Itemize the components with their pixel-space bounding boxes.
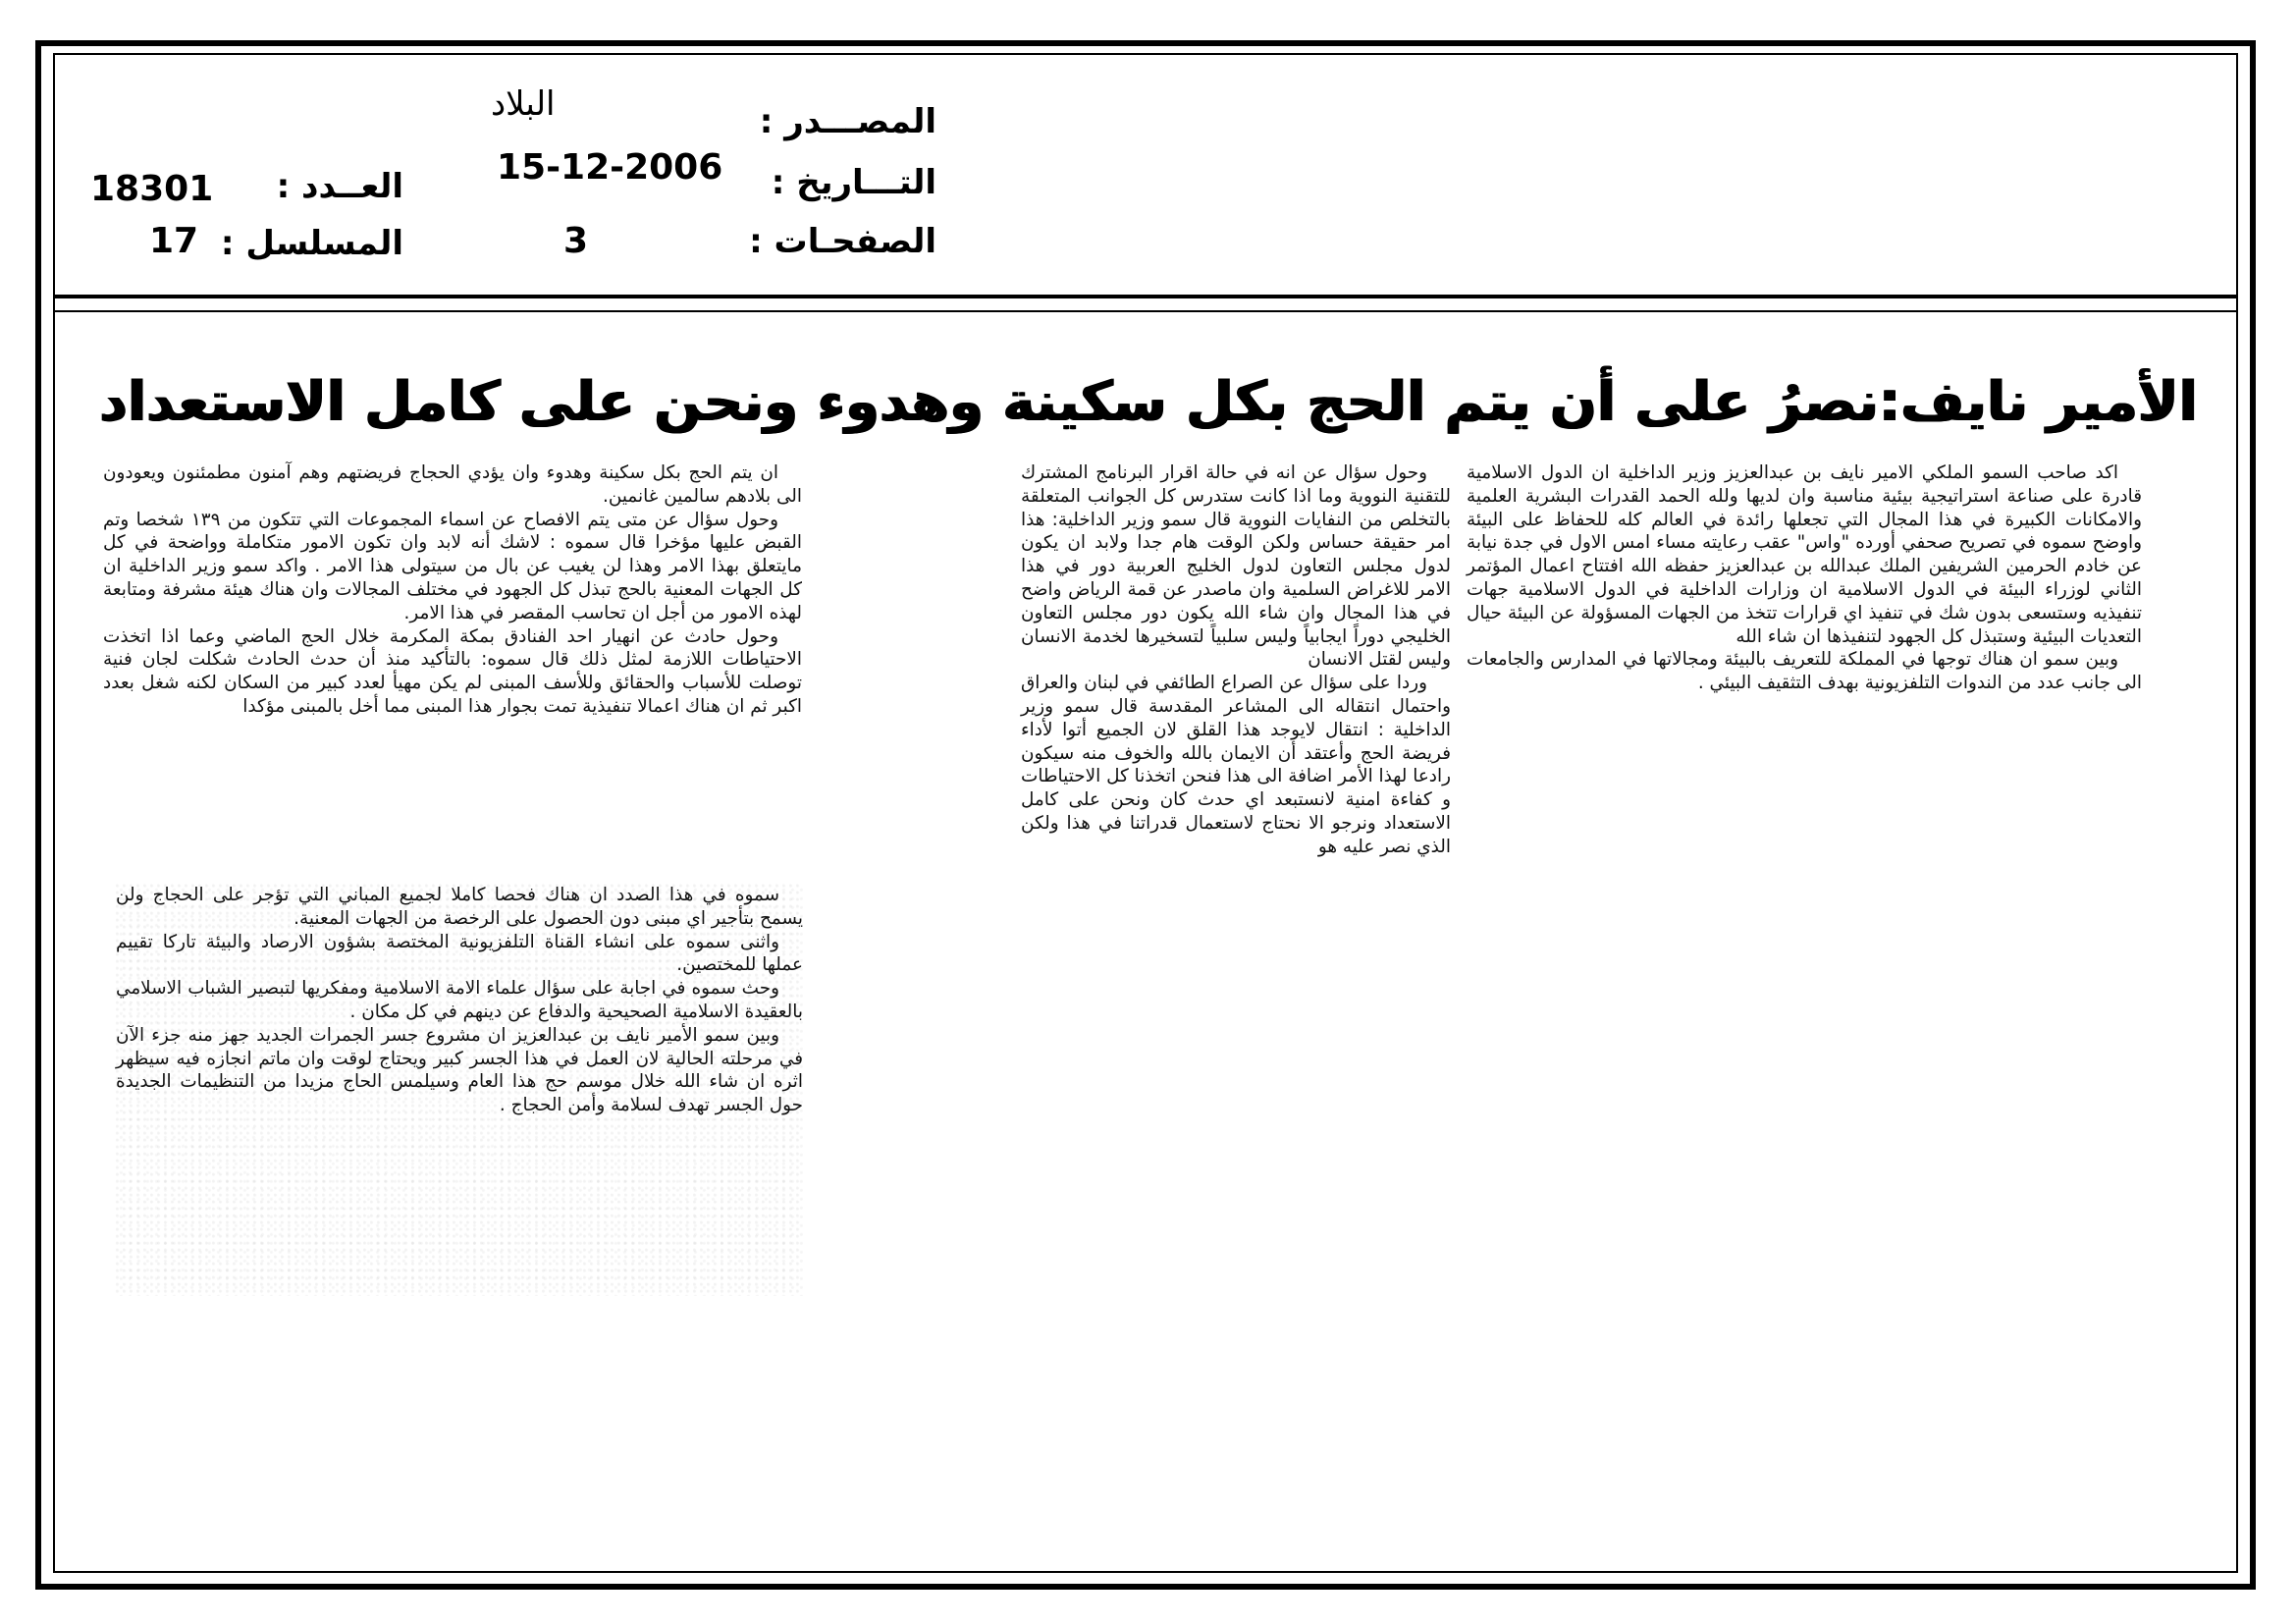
paragraph: وحول سؤال عن متى يتم الافصاح عن اسماء المجموعات التي تتكون من ١٣٩ شخصا وتم القبض عليها مؤخرا قال سموه : لاشك أنه لابد وان تكون الامور متكاملة وواضحة في كل مايتعلق بهذا الامر وهذا لن يغيب عن بال من سيتولى هذا الامر . واكد سمو وزير الداخلية ان كل الجهات المعنية بالحج تبذل كل الجهود في مختلف المجالات وان هناك هيئة مشرفة ومتابعة لهذه الامور من أجل ان تحاسب المقصر في هذا الامر.: [103, 509, 802, 623]
header-divider: [53, 295, 2238, 298]
source-value: البلاد: [491, 84, 556, 124]
paragraph: وبين سمو ان هناك توجها في المملكة للتعريف بالبيئة ومجالاتها في المدارس والجامعات الى جانب عدد من الندوات التلفزيونية بهدف التثقيف البيئي .: [1467, 649, 2142, 694]
paragraph: وحول حادث عن انهيار احد الفنادق بمكة المكرمة خلال الحج الماضي وعما اذا اتخذت الاحتياطات اللازمة لمثل ذلك قال سموه: بالتأكيد منذ أن حدث الحادث شكلت لجان فنية توصلت للأسباب والحقائق وللأسف المبنى لم يكن مهيأ لعدد كبير من السكان لكنه شغل بعدد اكبر ثم ان هناك اعمالا تنفيذية تمت بجوار هذا المبنى مما أخل بالمبنى مؤكدا: [103, 625, 802, 717]
pages-value: 3: [563, 221, 589, 261]
article-headline: الأمير نايف:نصرُ على أن يتم الحج بكل سكينة وهدوء ونحن على كامل الاستعداد: [99, 370, 2198, 434]
paragraph: وحث سموه في اجابة على سؤال علماء الامة الاسلامية ومفكريها لتبصير الشباب الاسلامي بالعقيدة الاسلامية الصحيحية والدفاع عن دينهم في كل مكان .: [116, 978, 803, 1022]
header-divider-thin: [53, 310, 2238, 312]
article-column-1: [1467, 461, 2142, 864]
paragraph: وحول سؤال عن انه في حالة اقرار البرنامج المشترك للتقنية النووية وما اذا كانت ستدرس كل الجوانب المتعلقة بالتخلص من النفايات النووية قال سمو وزير الداخلية: هذا امر حقيقة حساس ولكن الوقت هام جدا ولابد ان يكون لدول مجلس التعاون لدول الخليج العربية دور في هذا الامر للاغراض السلمية وان ماصدر عن قمة الرياض واضح في هذا المجال وان شاء الله يكون دور مجلس التعاون الخليجي دوراً ايجابياً وليس سلبياً لتسخيرها لخدمة الانسان وليس لقتل الانسان: [1021, 462, 1451, 671]
paragraph: وبين سمو الأمير نايف بن عبدالعزيز ان مشروع جسر الجمرات الجديد جهز منه جزء الآن في مرحلته الحالية لان العمل في هذا الجسر كبير ويحتاج لوقت وان ماتم انجازه فيه سيظهر اثره ان شاء الله خلال موسم حج هذا العام وسيلمس الحاج مزيدا من التنظيمات الجديدة حول الجسر تهدف لسلامة وأمن الحجاج .: [116, 1024, 803, 1116]
paragraph: سموه في هذا الصدد ان هناك فحصا كاملا لجميع المباني التي تؤجر على الحجاج ولن يسمح بتأجير اي مبنى دون الحصول على الرخصة من الجهات المعنية.: [116, 885, 803, 929]
source-label: المصـــدر :: [759, 102, 936, 141]
date-label: التـــاريخ :: [771, 163, 936, 202]
serial-value: 17: [149, 221, 199, 261]
serial-label: المسلسل :: [220, 224, 403, 263]
paragraph: اكد صاحب السمو الملكي الامير نايف بن عبدالعزيز وزير الداخلية ان الدول الاسلامية قادرة على صناعة استراتيجية بيئية مناسبة وان لديها ولله الحمد القدرات البشرية العلمية والامكانات الكبيرة في هذا المجال التي تجعلها رائدة في العالم كله للحفاظ على البيئة واوضح سموه في تصريح صحفي أورده "واس" عقب رعايته مساء امس الاول في جدة نيابة عن خادم الحرمين الشريفين الملك عبدالله بن عبدالعزيز حفظه الله افتتاح اعمال المؤتمر الثاني لوزراء البيئة في الدول الاسلامية ان وزارات الداخلية في الدول الاسلامية جهات تنفيذيه وستسعى بدون شك في تنفيذ اي قرارات تتخذ من الجهات المسؤولة عن البيئة حيال التعديات البيئية وستبذل كل الجهود لتنفيذها ان شاء الله: [1467, 462, 2142, 647]
issue-label: العــدد :: [276, 167, 403, 206]
issue-value: 18301: [90, 169, 214, 209]
article-column-3: [103, 461, 802, 864]
paragraph: ان يتم الحج بكل سكينة وهدوء وان يؤدي الحجاج فريضتهم وهم آمنون مطمئنون ويعودون الى بلادهم سالمين غانمين.: [103, 462, 802, 507]
paragraph: واثنى سموه على انشاء القناة التلفزيونية المختصة بشؤون الارصاد والبيئة تاركا تقييم عملها للمختصين.: [116, 931, 803, 976]
article-column-2: [1021, 461, 1451, 864]
article-continuation-block: [116, 884, 803, 1296]
date-value: 15-12-2006: [497, 147, 723, 188]
pages-label: الصفحـات :: [749, 222, 936, 261]
paragraph: وردا على سؤال عن الصراع الطائفي في لبنان والعراق واحتمال انتقاله الى المشاعر المقدسة قال سمو وزير الداخلية : انتقال لايوجد هذا القلق لان الجميع أتوا لأداء فريضة الحج وأعتقد أن الايمان بالله والخوف منه سيكون رادعا لهذا الأمر اضافة الى هذا فنحن اتخذنا كل الاحتياطات و كفاءة امنية لانستبعد اي حدث كان ونحن على كامل الاستعداد ونرجو الا نحتاج لاستعمال قدراتنا في هذا ولكن الذي نصر عليه هو: [1021, 673, 1451, 857]
